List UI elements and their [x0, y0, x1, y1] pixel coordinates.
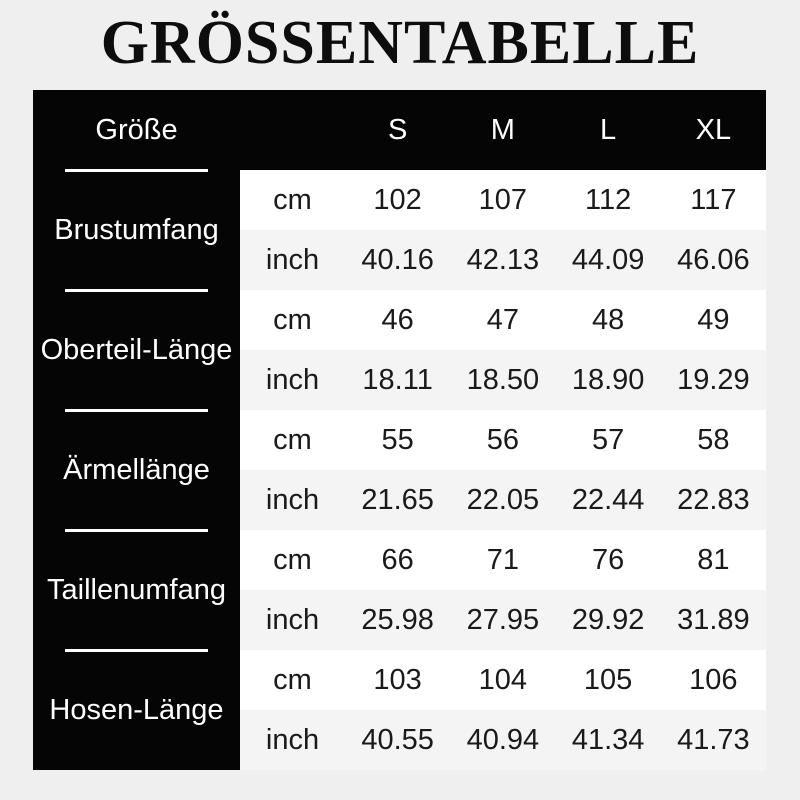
table-group-aermellaenge	[33, 410, 766, 530]
value-cell: 47	[486, 303, 519, 336]
unit-cell: cm	[273, 303, 312, 336]
value-cell: 19.29	[677, 363, 750, 396]
value-cell: 21.65	[361, 483, 434, 516]
value-cell: 104	[478, 663, 528, 696]
value-cell: 56	[486, 423, 519, 456]
value-cell: 40.94	[466, 723, 540, 756]
unit-cell: inch	[265, 723, 320, 756]
page-title: GRÖSSENTABELLE	[100, 9, 700, 77]
row-label: Oberteil-Länge	[33, 290, 240, 410]
unit-cell: inch	[265, 603, 320, 636]
value-cell: 42.13	[466, 243, 540, 276]
header-size-label: Größe	[95, 113, 178, 146]
table-row	[240, 470, 766, 530]
value-cell: 112	[585, 183, 632, 216]
value-cell: 22.44	[571, 483, 645, 516]
value-cell: 48	[591, 303, 625, 336]
table-row	[240, 410, 766, 470]
header-col-m: M	[490, 113, 515, 146]
value-cell: 41.34	[571, 723, 645, 756]
value-cell: 40.16	[361, 243, 434, 276]
unit-cell: cm	[273, 423, 312, 456]
value-cell: 44.09	[571, 243, 645, 276]
value-cell: 76	[591, 543, 625, 576]
value-cell: 102	[373, 183, 422, 216]
value-cell: 40.55	[361, 723, 434, 756]
value-cell: 107	[478, 183, 528, 216]
value-cell: 57	[591, 423, 625, 456]
value-cell: 66	[381, 543, 414, 576]
row-label: Hosen-Länge	[33, 650, 240, 770]
value-cell: 117	[690, 183, 737, 216]
table-group-taillenumfang	[33, 530, 766, 650]
size-table	[33, 90, 766, 770]
table-row	[240, 650, 766, 710]
table-group-hosen-laenge	[33, 650, 766, 770]
table-group-brustumfang	[33, 170, 766, 290]
unit-cell: inch	[265, 243, 320, 276]
value-cell: 46	[381, 303, 414, 336]
table-row	[240, 350, 766, 410]
value-cell: 31.89	[677, 603, 750, 636]
value-cell: 41.73	[677, 723, 750, 756]
header-col-xl: XL	[695, 113, 732, 146]
value-cell: 105	[583, 663, 633, 696]
value-cell: 81	[697, 543, 730, 576]
value-cell: 18.11	[362, 363, 433, 396]
table-row	[240, 170, 766, 230]
value-cell: 71	[486, 543, 519, 576]
unit-cell: cm	[273, 183, 312, 216]
value-cell: 49	[697, 303, 730, 336]
value-cell: 25.98	[361, 603, 434, 636]
value-cell: 29.92	[571, 603, 645, 636]
header-col-l: L	[600, 113, 617, 146]
value-cell: 103	[373, 663, 422, 696]
value-cell: 18.50	[466, 363, 540, 396]
table-row	[240, 710, 766, 770]
row-label: Ärmellänge	[33, 410, 240, 530]
table-row	[240, 530, 766, 590]
table-row	[240, 590, 766, 650]
unit-cell: inch	[265, 363, 320, 396]
header-col-s: S	[387, 113, 408, 146]
value-cell: 22.05	[466, 483, 540, 516]
value-cell: 106	[689, 663, 738, 696]
value-cell: 22.83	[677, 483, 750, 516]
unit-cell: cm	[273, 663, 312, 696]
value-cell: 55	[381, 423, 414, 456]
row-label: Taillenumfang	[33, 530, 240, 650]
value-cell: 18.90	[571, 363, 645, 396]
value-cell: 58	[697, 423, 730, 456]
table-group-oberteil-laenge	[33, 290, 766, 410]
value-cell: 27.95	[466, 603, 540, 636]
table-header-row	[33, 90, 766, 170]
unit-cell: inch	[265, 483, 320, 516]
unit-cell: cm	[273, 543, 312, 576]
value-cell: 46.06	[677, 243, 750, 276]
table-row	[240, 230, 766, 290]
table-row	[240, 290, 766, 350]
row-label: Brustumfang	[33, 170, 240, 290]
